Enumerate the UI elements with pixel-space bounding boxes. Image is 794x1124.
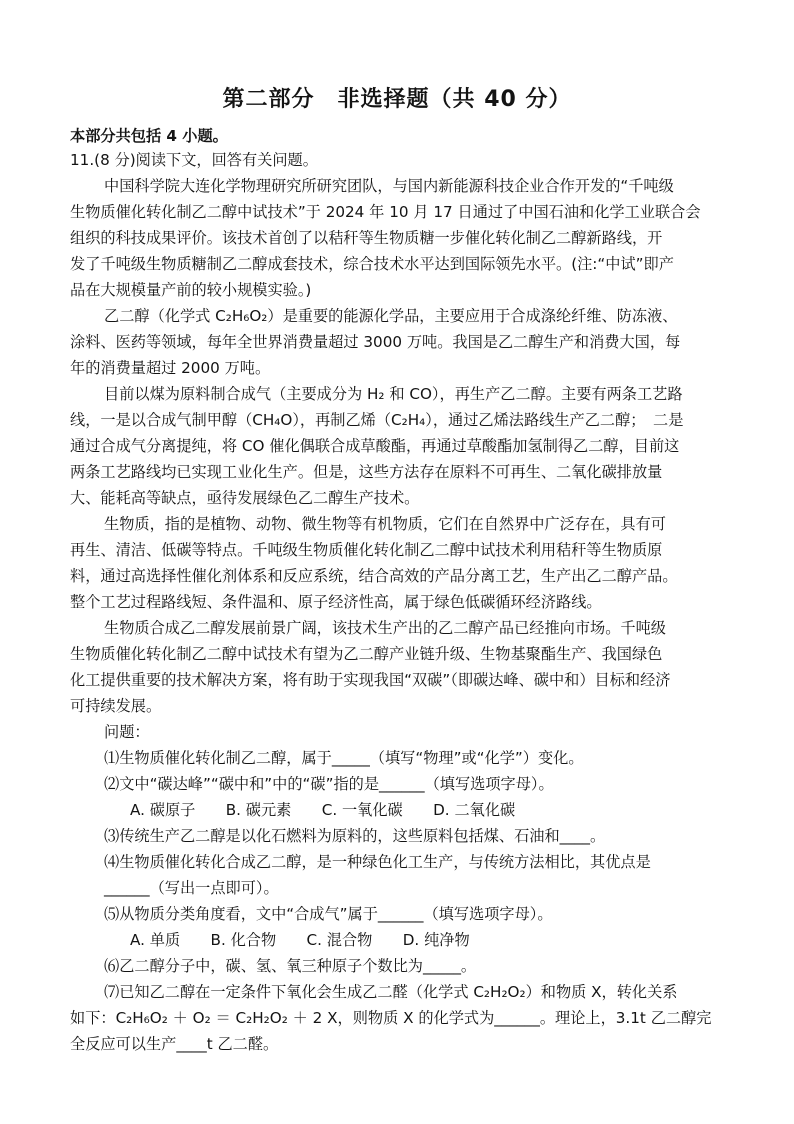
text-line: 大、能耗高等缺点，亟待发展绿色乙二醇生产技术。 — [70, 489, 420, 507]
text-line: 料，通过高选择性催化剂体系和反应系统，结合高效的产品分离工艺，生产出乙二醇产品。 — [70, 567, 678, 585]
text-line: 发了千吨级生物质糖制乙二醇成套技术，综合技术水平达到国际领先水平。(注:“中试”即产 — [70, 255, 674, 273]
text-line: 中国科学院大连化学物理研究所研究团队，与国内新能源科技企业合作开发的“千吨级 — [104, 177, 674, 195]
text-line: ______（写出一点即可）。 — [104, 879, 279, 897]
text-line: 生物质催化转化制乙二醇中试技术”于 2024 年 10 月 17 日通过了中国石油和化学工业联合会 — [70, 203, 701, 221]
text-line: 问题： — [104, 723, 150, 741]
text-line: ⑸从物质分类角度看，文中“合成气”属于______（填写选项字母）。 — [104, 905, 553, 923]
text-line: ⑴生物质催化转化制乙二醇，属于_____（填写“物理”或“化学”）变化。 — [104, 749, 584, 767]
text-line: 全反应可以生产____t 乙二醛。 — [70, 1035, 279, 1053]
text-line: 乙二醇（化学式 C₂H₆O₂）是重要的能源化学品，主要应用于合成涤纶纤维、防冻液、 — [104, 307, 678, 325]
text-line: 生物质合成乙二醇发展前景广阔，该技术生产出的乙二醇产品已经推向市场。千吨级 — [104, 619, 666, 637]
text-line: ⑶传统生产乙二醇是以化石燃料为原料的，这些原料包括煤、石油和____。 — [104, 827, 606, 845]
text-line: 如下：C₂H₆O₂ ＋ O₂ ＝ C₂H₂O₂ ＋ 2 X，则物质 X 的化学式为______。理论上，3.1t 乙二醇完 — [70, 1009, 712, 1027]
text-line: ⑵文中“碳达峰”“碳中和”中的“碳”指的是______（填写选项字母）。 — [104, 775, 554, 793]
text-line: 涂料、医药等领域，每年全世界消费量超过 3000 万吨。我国是乙二醇生产和消费大国，每 — [70, 333, 681, 351]
text-line: 通过合成气分离提纯，将 CO 催化偶联合成草酸酯，再通过草酸酯加氢制得乙二醇，目前这 — [70, 437, 680, 455]
text-line: 年的消费量超过 2000 万吨。 — [70, 359, 271, 377]
text-line: 化工提供重要的技术解决方案，将有助于实现我国“双碳”（即碳达峰、碳中和）目标和经济 — [70, 671, 671, 689]
text-line: 11.(8 分)阅读下文，回答有关问题。 — [70, 151, 318, 169]
text-line: 生物质，指的是植物、动物、微生物等有机物质，它们在自然界中广泛存在，具有可 — [104, 515, 666, 533]
text-line: 目前以煤为原料制合成气（主要成分为 H₂ 和 CO），再生产乙二醇。主要有两条工艺路 — [104, 385, 683, 403]
text-line: A. 碳原子 B. 碳元素 C. 一氧化碳 D. 二氧化碳 — [130, 801, 516, 819]
text-line: 线，一是以合成气制甲醇（CH₄O），再制乙烯（C₂H₄），通过乙烯法路线生产乙二醇； 二是 — [70, 411, 684, 429]
text-line: 两条工艺路线均已实现工业化生产。但是，这些方法存在原料不可再生、二氧化碳排放量 — [70, 463, 663, 481]
text-line: 再生、清洁、低碳等特点。千吨级生物质催化转化制乙二醇中试技术利用秸秆等生物质原 — [70, 541, 663, 559]
text-line: 整个工艺过程路线短、条件温和、原子经济性高，属于绿色低碳循环经济路线。 — [70, 593, 602, 611]
text-line: 生物质催化转化制乙二醇中试技术有望为乙二醇产业链升级、生物基聚酯生产、我国绿色 — [70, 645, 663, 663]
section-title: 第二部分 非选择题（共 40 分） — [222, 87, 572, 112]
text-line: 本部分共包括 4 小题。 — [70, 127, 228, 145]
text-line: 可持续发展。 — [70, 697, 162, 715]
text-line: ⑹乙二醇分子中，碳、氢、氧三种原子个数比为_____。 — [104, 957, 477, 975]
text-line: ⑷生物质催化转化合成乙二醇，是一种绿色化工生产，与传统方法相比，其优点是 — [104, 853, 651, 871]
text-line: ⑺已知乙二醇在一定条件下氧化会生成乙二醛（化学式 C₂H₂O₂）和物质 X，转化关系 — [104, 983, 678, 1001]
text-line: 品在大规模量产前的较小规模实验。) — [70, 281, 312, 299]
text-line: 组织的科技成果评价。该技术首创了以秸秆等生物质糖一步催化转化制乙二醇新路线，开 — [70, 229, 663, 247]
text-line: A. 单质 B. 化合物 C. 混合物 D. 纯净物 — [130, 931, 470, 949]
